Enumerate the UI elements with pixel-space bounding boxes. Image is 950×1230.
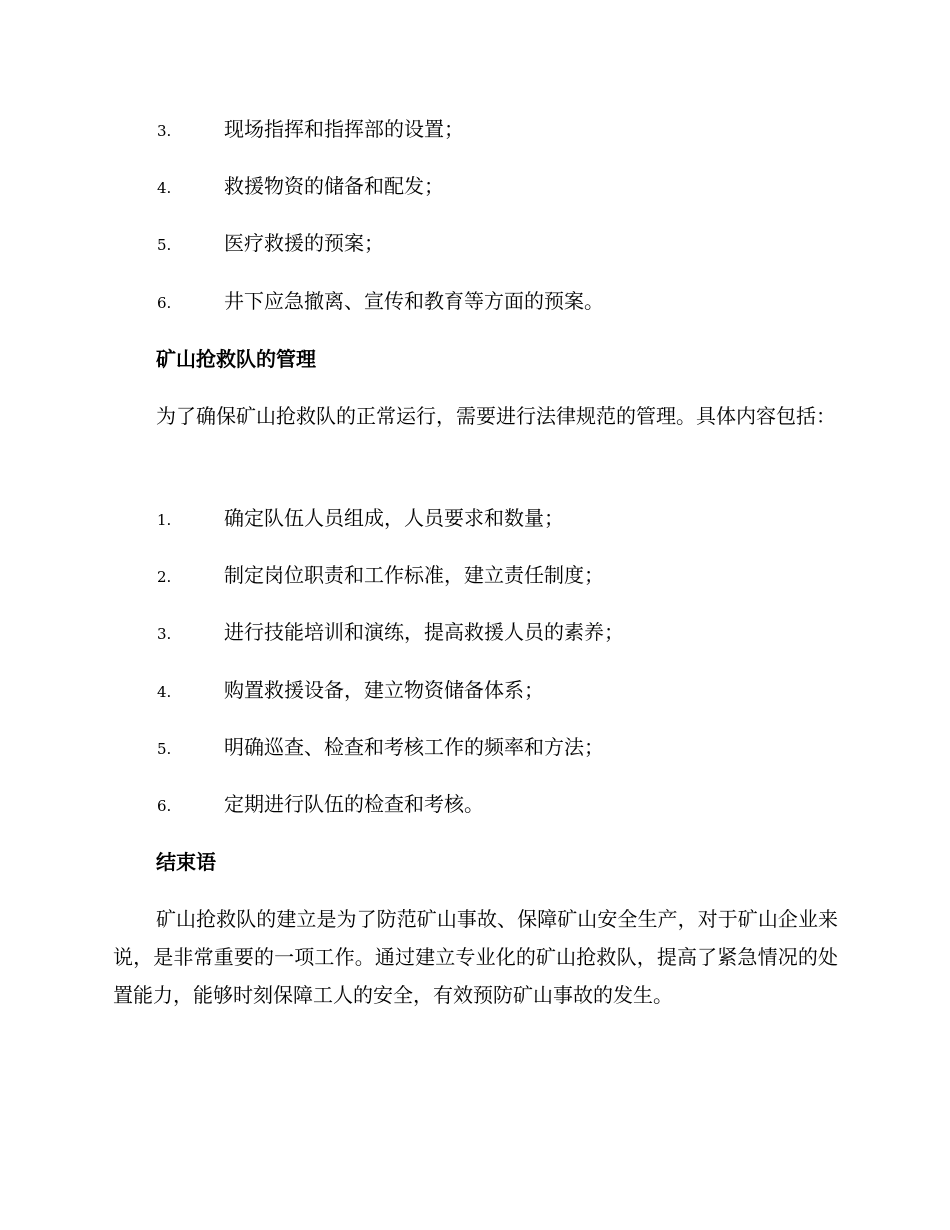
list-text: 现场指挥和指挥部的设置；: [224, 117, 464, 141]
list-number: 5.: [157, 236, 172, 254]
list-text: 进行技能培训和演练，提高救援人员的素养；: [224, 620, 624, 644]
list-item: [157, 733, 857, 763]
list-item: [157, 115, 857, 145]
list-text: 救援物资的储备和配发；: [224, 174, 444, 198]
list-text: 明确巡查、检查和考核工作的频率和方法；: [224, 735, 604, 759]
conclusion-paragraph: 矿山抢救队的建立是为了防范矿山事故、保障矿山安全生产，对于矿山企业来说，是非常重要的一项工作。通过建立专业化的矿山抢救队，提高了紧急情况的处置能力，能够时刻保障工人的安全，有效预防矿山事故的发生。: [113, 907, 838, 1007]
list-text: 确定队伍人员组成，人员要求和数量；: [224, 506, 564, 530]
list-number: 4.: [157, 683, 172, 701]
section-heading-conclusion: 结束语: [156, 850, 216, 874]
list-item: [157, 618, 857, 648]
section-heading-management: 矿山抢救队的管理: [156, 347, 316, 371]
list-text: 井下应急撤离、宣传和教育等方面的预案。: [224, 289, 604, 313]
list-item: [157, 676, 857, 706]
list-item: [157, 790, 857, 820]
list-text: 购置救援设备，建立物资储备体系；: [224, 678, 544, 702]
list-item: [157, 287, 857, 317]
management-intro-paragraph: 为了确保矿山抢救队的正常运行，需要进行法律规范的管理。具体内容包括：: [156, 404, 836, 428]
list-number: 3.: [157, 625, 172, 643]
list-text: 医疗救援的预案；: [224, 231, 384, 255]
list-item: [157, 229, 857, 259]
list-item: [157, 172, 857, 202]
list-item: [157, 561, 857, 591]
list-number: 6.: [157, 294, 172, 312]
list-number: 3.: [157, 122, 172, 140]
list-number: 2.: [157, 568, 172, 586]
list-item: [157, 504, 857, 534]
list-text: 定期进行队伍的检查和考核。: [224, 792, 484, 816]
list-number: 4.: [157, 179, 172, 197]
list-number: 5.: [157, 740, 172, 758]
list-number: 1.: [157, 511, 172, 529]
list-text: 制定岗位职责和工作标准，建立责任制度；: [224, 563, 604, 587]
list-number: 6.: [157, 797, 172, 815]
